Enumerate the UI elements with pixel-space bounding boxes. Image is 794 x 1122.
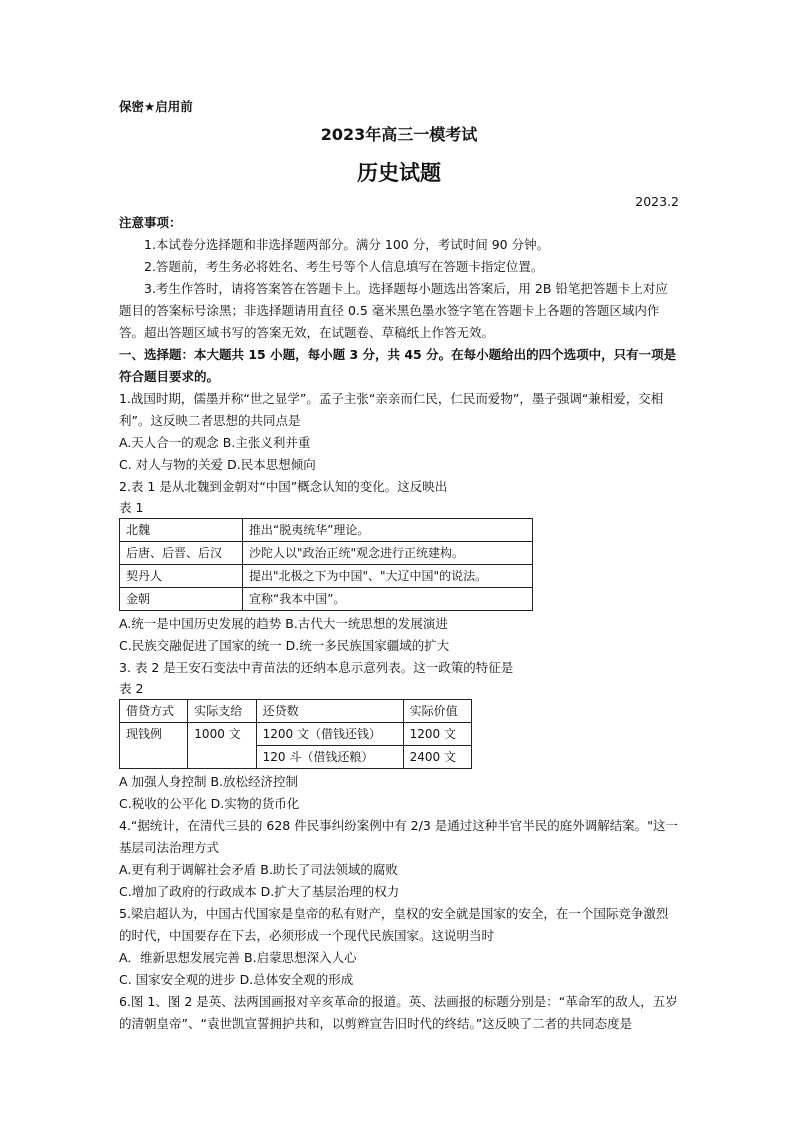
notice-item-3: 3.考生作答时，请将答案答在答题卡上。选择题每小题选出答案后，用 2B 铅笔把答题卡上对应题目的答案标号涂黑；非选择题请用直径 0.5 毫米黑色墨水签字笔在答题卡上各题的答题区域内作答。超出答题区域书写的答案无效，在试题卷、草稿纸上作答无效。 <box>119 281 668 340</box>
table-cell: 120 斗（借钱还粮） <box>256 746 403 769</box>
table-cell: 后唐、后晋、后汉 <box>120 542 243 565</box>
table-cell: 1000 文 <box>188 723 256 769</box>
table2-caption: 表 2 <box>119 681 144 696</box>
table-cell: 1200 文（借钱还钱） <box>256 723 403 746</box>
table-header-cell: 实际支给 <box>188 700 256 723</box>
q4-options-ab: A.更有利于调解社会矛盾 B.助长了司法领域的腐败 <box>119 862 398 877</box>
q3-options-ab: A 加强人身控制 B.放松经济控制 <box>119 774 299 789</box>
table-header-cell: 借贷方式 <box>120 700 188 723</box>
q1-stem: 1.战国时期，儒墨并称“世之显学”。孟子主张“亲亲而仁民，仁民而爱物”，墨子强调“兼相爱，交相利”。这反映二者思想的共同点是 <box>119 391 664 428</box>
table-cell: 宣称“我本中国”。 <box>243 588 533 611</box>
table-cell: 沙陀人以"政治正统"观念进行正统建构。 <box>243 542 533 565</box>
q3-stem: 3. 表 2 是王安石变法中青苗法的还纳本息示意列表。这一政策的特征是 <box>119 660 514 675</box>
table-row <box>120 565 533 588</box>
q5-options-ab: A．维新思想发展完善 B.启蒙思想深入人心 <box>119 950 357 965</box>
section-heading: 一、选择题：本大题共 15 小题，每小题 3 分，共 45 分。在每小题给出的四个选项中，只有一项是符合题目要求的。 <box>119 347 677 384</box>
table-cell: 契丹人 <box>120 565 243 588</box>
table-cell: 1200 文 <box>403 723 471 746</box>
q2-options-ab: A.统一是中国历史发展的趋势 B.古代大一统思想的发展演进 <box>119 616 448 631</box>
table-cell: 提出"北极之下为中国"、"大辽中国"的说法。 <box>243 565 533 588</box>
table-header-cell: 还贷数 <box>256 700 403 723</box>
q1-options-ab: A.天人合一的观念 B.主张义利并重 <box>119 435 311 450</box>
exam-date: 2023.2 <box>635 194 679 209</box>
table1-caption: 表 1 <box>119 500 144 515</box>
table-1 <box>119 518 533 611</box>
table-row <box>120 588 533 611</box>
notice-item-1: 1.本试卷分选择题和非选择题两部分。满分 100 分，考试时间 90 分钟。 <box>144 237 550 252</box>
table-row <box>120 519 533 542</box>
table-cell: 2400 文 <box>403 746 471 769</box>
table-2 <box>119 699 472 769</box>
exam-page <box>119 96 679 1035</box>
notice-heading: 注意事项： <box>119 215 182 230</box>
table-cell: 推出“脱夷统华”理论。 <box>243 519 533 542</box>
table-row <box>120 542 533 565</box>
confidential-label: 保密★启用前 <box>119 99 193 114</box>
q5-options-cd: C. 国家安全观的进步 D.总体安全观的形成 <box>119 972 354 987</box>
table-cell: 现钱例 <box>120 723 188 769</box>
q4-stem: 4.“据统计，在清代三县的 628 件民事纠纷案例中有 2/3 是通过这种半官半民的庭外调解结案。"这一基层司法治理方式 <box>119 818 679 855</box>
q6-stem: 6.图 1、图 2 是英、法两国画报对辛亥革命的报道。英、法画报的标题分别是：“革命军的敌人，五岁的清朝皇帝”、“袁世凯宣誓拥护共和，以剪辫宣告旧时代的终结。”这反映了二者的共同态度是 <box>119 994 678 1031</box>
table-header-cell: 实际价值 <box>403 700 471 723</box>
table-cell: 北魏 <box>120 519 243 542</box>
exam-title: 2023年高三一模考试 <box>320 125 478 144</box>
q5-stem: 5.梁启超认为，中国古代国家是皇帝的私有财产，皇权的安全就是国家的安全，在一个国际竞争激烈的时代，中国要存在下去，必须形成一个现代民族国家。这说明当时 <box>119 906 669 943</box>
table-cell: 金朝 <box>120 588 243 611</box>
q4-options-cd: C.增加了政府的行政成本 D.扩大了基层治理的权力 <box>119 884 400 899</box>
table-row <box>120 723 472 746</box>
q2-stem: 2.表 1 是从北魏到金朝对“中国”概念认知的变化。这反映出 <box>119 479 448 494</box>
notice-item-2: 2.答题前，考生务必将姓名、考生号等个人信息填写在答题卡指定位置。 <box>144 259 544 274</box>
subject-title: 历史试题 <box>357 161 441 185</box>
q3-options-cd: C.税收的公平化 D.实物的货币化 <box>119 796 300 811</box>
table-header-row <box>120 700 472 723</box>
q2-options-cd: C.民族交融促进了国家的统一 D.统一多民族国家疆域的扩大 <box>119 638 450 653</box>
q1-options-cd: C. 对人与物的关爱 D.民本思想倾向 <box>119 457 316 472</box>
